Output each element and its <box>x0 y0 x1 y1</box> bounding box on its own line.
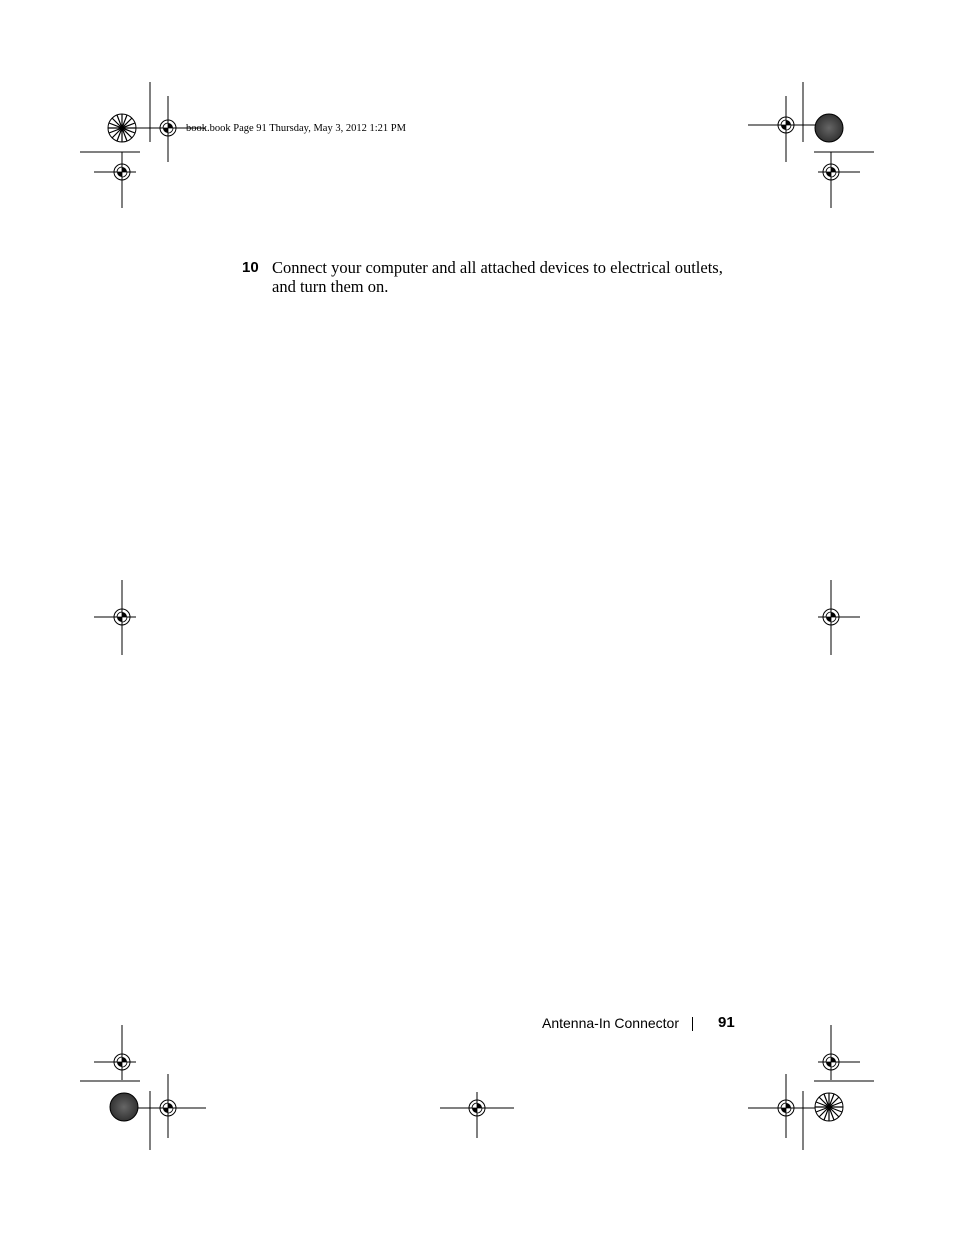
starburst-top-left <box>108 114 136 142</box>
starburst-bottom-right <box>815 1093 843 1121</box>
footer-separator <box>692 1017 693 1031</box>
crop-mark-bottom-right <box>748 1025 874 1150</box>
footer-section-title: Antenna-In Connector <box>542 1015 679 1031</box>
gray-target-bottom-left <box>110 1093 138 1121</box>
crop-mark-bottom-left <box>80 1025 206 1150</box>
gray-target-top-right <box>815 114 843 142</box>
step-number: 10 <box>242 259 259 276</box>
print-slug-line: book.book Page 91 Thursday, May 3, 2012 1:21 PM <box>186 123 406 134</box>
crop-mark-bottom-center <box>440 1092 514 1138</box>
step-text: Connect your computer and all attached devices to electrical outlets, and turn them on. <box>272 258 723 296</box>
crop-mark-top-left <box>80 82 206 208</box>
crop-mark-top-right <box>748 82 874 208</box>
page-number: 91 <box>718 1014 735 1031</box>
